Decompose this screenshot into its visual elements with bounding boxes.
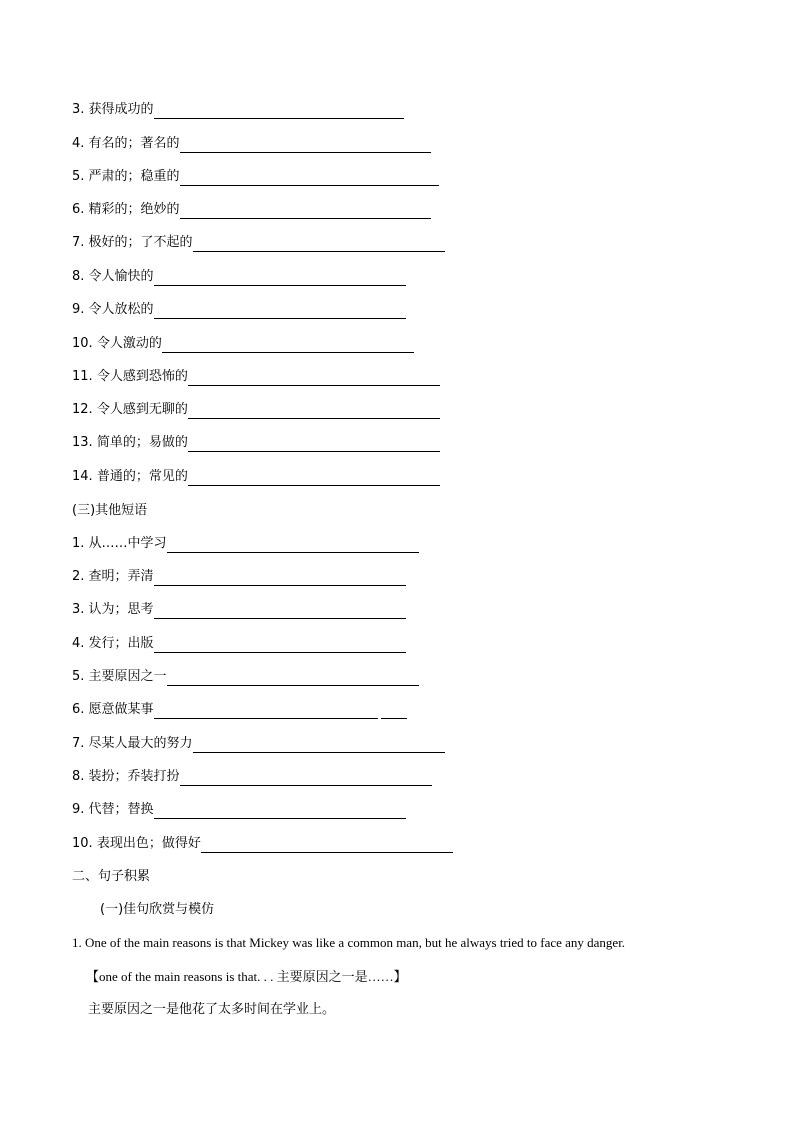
item-prompt: 令人愉快的 xyxy=(88,269,154,284)
note-text: 【one of the main reasons is that. . . 主要原因之一是……】 xyxy=(86,969,407,984)
list-item xyxy=(72,301,406,319)
list-item xyxy=(72,168,439,186)
subsection-heading-text: (一)佳句欣赏与模仿 xyxy=(100,902,215,917)
item-number: 5. xyxy=(72,169,85,184)
answer-blank[interactable] xyxy=(167,672,419,686)
answer-blank[interactable] xyxy=(154,105,404,119)
item-prompt: 简单的；易做的 xyxy=(96,435,188,450)
item-prompt: 极好的；了不起的 xyxy=(88,235,193,250)
item-number: 11. xyxy=(72,369,93,384)
list-item xyxy=(72,201,431,219)
item-number: 4. xyxy=(72,636,85,651)
item-number: 7. xyxy=(72,235,85,250)
answer-blank[interactable] xyxy=(201,839,453,853)
item-number: 13. xyxy=(72,435,93,450)
item-number: 14. xyxy=(72,469,93,484)
item-number: 1. xyxy=(72,536,85,551)
item-prompt: 查明；弄清 xyxy=(88,569,154,584)
item-prompt: 严肃的；稳重的 xyxy=(88,169,180,184)
list-item xyxy=(72,101,404,119)
answer-blank[interactable] xyxy=(381,705,407,719)
item-number: 12. xyxy=(72,402,93,417)
list-item xyxy=(72,601,406,619)
item-prompt: 认为；思考 xyxy=(88,602,154,617)
answer-blank[interactable] xyxy=(188,472,440,486)
item-number: 9. xyxy=(72,802,85,817)
answer-blank[interactable] xyxy=(167,539,419,553)
list-item xyxy=(72,335,414,353)
subsection-heading xyxy=(100,901,214,919)
item-number: 8. xyxy=(72,769,85,784)
list-item xyxy=(72,635,406,653)
answer-blank[interactable] xyxy=(180,772,432,786)
section-heading-text: 二、句子积累 xyxy=(72,869,151,884)
item-number: 9. xyxy=(72,302,85,317)
list-item xyxy=(72,835,453,853)
item-prompt: 愿意做某事 xyxy=(88,702,154,717)
item-number: 8. xyxy=(72,269,85,284)
list-item xyxy=(72,735,445,753)
answer-blank[interactable] xyxy=(154,705,378,719)
item-prompt: 令人放松的 xyxy=(88,302,154,317)
item-number: 7. xyxy=(72,736,85,751)
item-prompt: 表现出色；做得好 xyxy=(96,836,201,851)
answer-blank[interactable] xyxy=(180,172,439,186)
item-prompt: 精彩的；绝妙的 xyxy=(88,202,180,217)
answer-blank[interactable] xyxy=(154,605,406,619)
item-prompt: 令人感到无聊的 xyxy=(96,402,188,417)
item-number: 3. xyxy=(72,602,85,617)
section-heading xyxy=(72,502,147,520)
answer-blank[interactable] xyxy=(193,739,445,753)
answer-blank[interactable] xyxy=(180,205,431,219)
answer-blank[interactable] xyxy=(154,272,406,286)
list-item xyxy=(72,268,406,286)
list-item xyxy=(72,535,419,553)
item-prompt: 装扮；乔装打扮 xyxy=(88,769,180,784)
answer-blank[interactable] xyxy=(180,139,431,153)
list-item xyxy=(72,434,440,452)
item-prompt: 发行；出版 xyxy=(88,636,154,651)
list-item xyxy=(72,468,440,486)
answer-blank[interactable] xyxy=(193,238,445,252)
answer-blank[interactable] xyxy=(188,405,440,419)
answer-blank[interactable] xyxy=(154,805,406,819)
item-number: 10. xyxy=(72,836,93,851)
list-item xyxy=(72,568,406,586)
example-sentence xyxy=(72,934,625,952)
item-prompt: 令人激动的 xyxy=(96,336,162,351)
answer-blank[interactable] xyxy=(154,572,406,586)
list-item xyxy=(72,368,440,386)
item-prompt: 令人感到恐怖的 xyxy=(96,369,188,384)
item-number: 5. xyxy=(72,669,85,684)
item-number: 4. xyxy=(72,136,85,151)
answer-blank[interactable] xyxy=(188,438,440,452)
item-prompt: 普通的；常见的 xyxy=(96,469,188,484)
item-number: 3. xyxy=(72,102,85,117)
item-number: 1. xyxy=(72,935,82,950)
practice-text: 主要原因之一是他花了太多时间在学业上。 xyxy=(88,1002,336,1017)
item-number: 6. xyxy=(72,202,85,217)
item-number: 6. xyxy=(72,702,85,717)
list-item xyxy=(72,234,445,252)
list-item xyxy=(72,401,440,419)
item-number: 10. xyxy=(72,336,93,351)
answer-blank[interactable] xyxy=(188,372,440,386)
answer-blank[interactable] xyxy=(162,339,414,353)
list-item xyxy=(72,768,432,786)
section-heading xyxy=(72,868,150,886)
item-prompt: 尽某人最大的努力 xyxy=(88,736,193,751)
section-heading-text: (三)其他短语 xyxy=(72,503,148,518)
item-number: 2. xyxy=(72,569,85,584)
list-item xyxy=(72,801,406,819)
item-prompt: 从……中学习 xyxy=(88,536,167,551)
practice-prompt xyxy=(88,1001,335,1019)
item-prompt: 获得成功的 xyxy=(88,102,154,117)
list-item xyxy=(72,135,431,153)
example-note xyxy=(86,968,407,986)
list-item xyxy=(72,701,407,719)
answer-blank[interactable] xyxy=(154,639,406,653)
list-item xyxy=(72,668,419,686)
answer-blank[interactable] xyxy=(154,305,406,319)
item-prompt: 代替；替换 xyxy=(88,802,154,817)
sentence-text: One of the main reasons is that Mickey was like a common man, but he always tried to face any danger. xyxy=(85,935,626,950)
item-prompt: 主要原因之一 xyxy=(88,669,167,684)
item-prompt: 有名的；著名的 xyxy=(88,136,180,151)
